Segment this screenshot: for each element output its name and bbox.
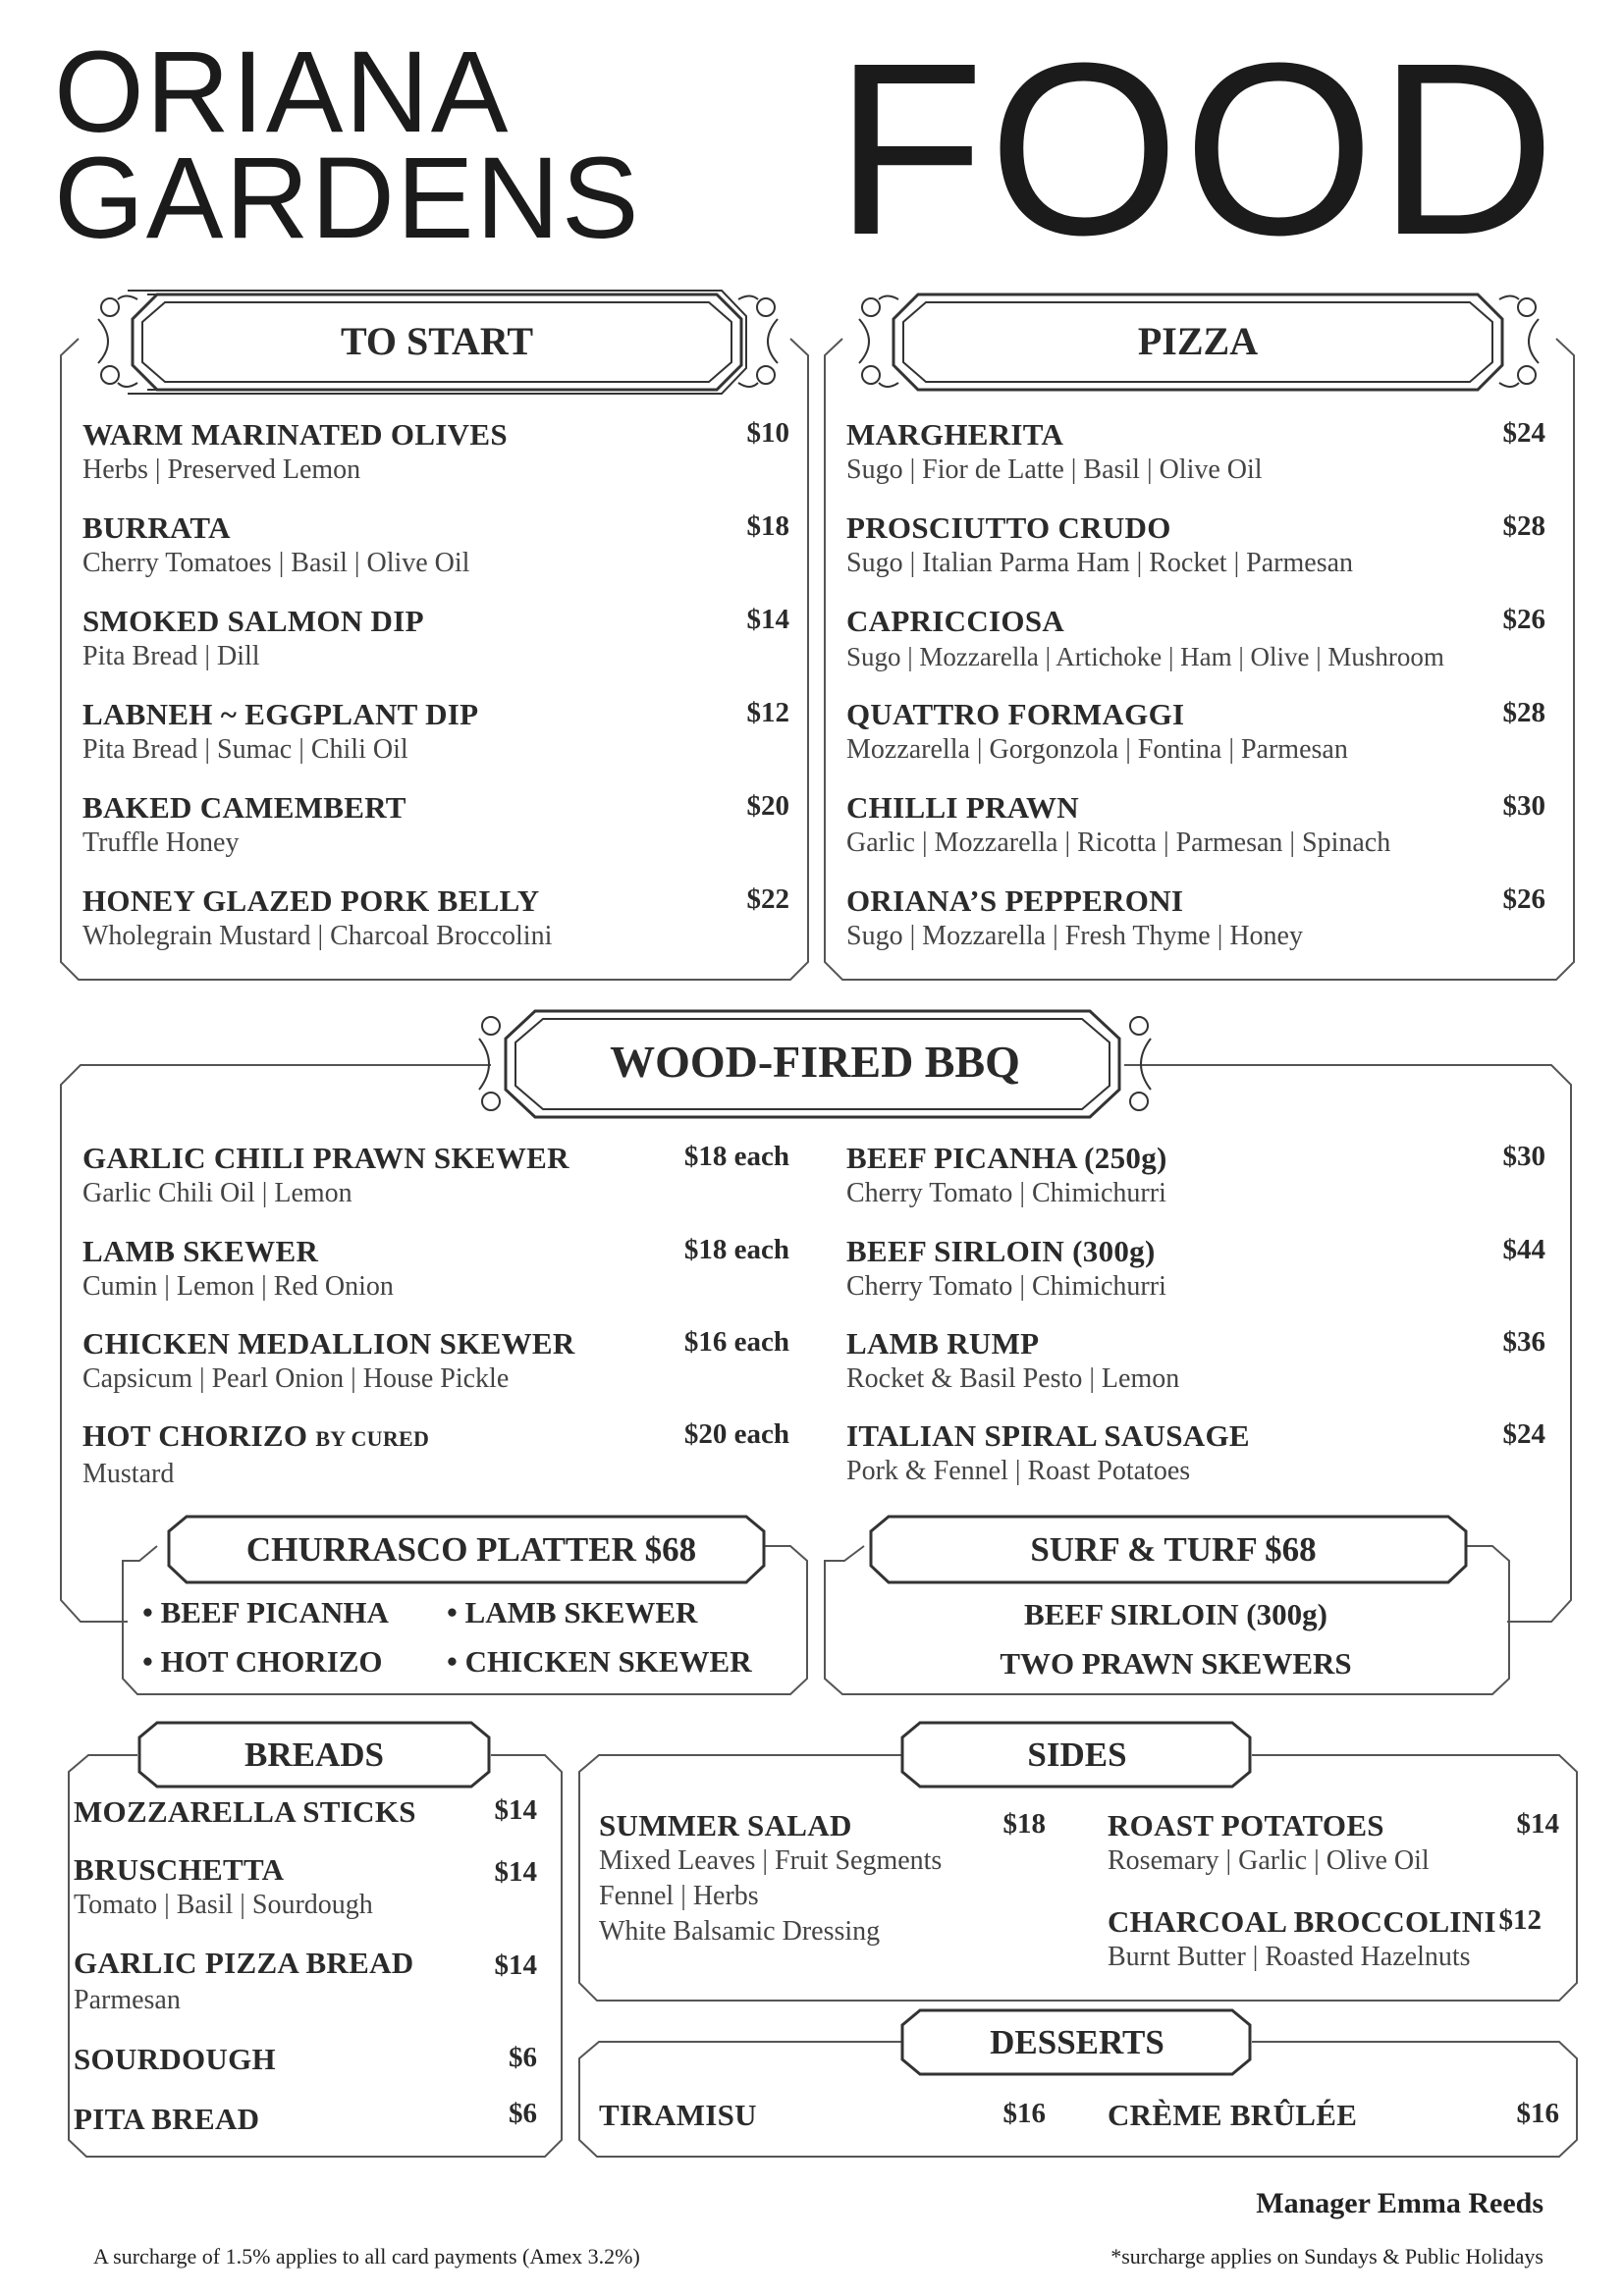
menu-item: CHARCOAL BROCCOLINI Burnt Butter | Roasted Hazelnuts $12 xyxy=(1108,1904,1542,1972)
price: $28 xyxy=(1502,697,1545,728)
menu-item: PROSCIUTTO CRUDO Sugo | Italian Parma Ham | Rocket | Parmesan $28 xyxy=(846,510,1545,578)
menu-item: HOT CHORIZO BY CURED Mustard $20 each xyxy=(82,1418,789,1489)
menu-item: GARLIC PIZZA BREAD Parmesan $14 xyxy=(74,1946,537,2015)
price: $22 xyxy=(746,883,789,915)
price: $12 xyxy=(746,697,789,728)
menu-item: CRÈME BRÛLÉE $16 xyxy=(1108,2098,1559,2132)
price: $14 xyxy=(1516,1808,1559,1840)
price: $24 xyxy=(1502,417,1545,449)
platter-item: TWO PRAWN SKEWERS xyxy=(1000,1646,1352,1681)
holiday-surcharge-note: *surcharge applies on Sundays & Public Holidays xyxy=(1110,2244,1543,2269)
menu-item: QUATTRO FORMAGGI Mozzarella | Gorgonzola | Fontina | Parmesan $28 xyxy=(846,697,1545,765)
platter-item: BEEF SIRLOIN (300g) xyxy=(1024,1597,1327,1631)
menu-item: CAPRICCIOSA Sugo | Mozzarella | Artichoke | Ham | Olive | Mushroom $26 xyxy=(846,604,1545,671)
pizza-title: PIZZA xyxy=(1137,319,1259,363)
platter-item: • CHICKEN SKEWER xyxy=(447,1644,752,1679)
menu-item: HONEY GLAZED PORK BELLY Wholegrain Mustard | Charcoal Broccolini $22 xyxy=(82,883,789,951)
brand-line-1: ORIANA xyxy=(54,27,511,157)
price: $30 xyxy=(1502,1141,1545,1172)
price: $16 each xyxy=(683,1326,789,1358)
menu-item: MOZZARELLA STICKS $14 xyxy=(74,1794,537,1829)
price: $26 xyxy=(1502,883,1545,915)
price: $30 xyxy=(1502,790,1545,822)
menu-item: SUMMER SALAD Mixed Leaves | Fruit Segments Fennel | Herbs White Balsamic Dressing $18 xyxy=(599,1808,1046,1947)
price: $18 xyxy=(1002,1808,1046,1840)
menu-item: TIRAMISU $16 xyxy=(599,2098,1046,2132)
menu-item: LABNEH ~ EGGPLANT DIP Pita Bread | Sumac | Chili Oil $12 xyxy=(82,697,789,765)
menu-item: BURRATA Cherry Tomatoes | Basil | Olive Oil $18 xyxy=(82,510,789,578)
menu-item: BEEF SIRLOIN (300g) Cherry Tomato | Chimichurri $44 xyxy=(846,1234,1545,1302)
price: $14 xyxy=(494,1856,537,1888)
price: $20 each xyxy=(683,1418,789,1450)
menu-item: CHICKEN MEDALLION SKEWER Capsicum | Pearl Onion | House Pickle $16 each xyxy=(82,1326,789,1394)
menu-item: WARM MARINATED OLIVES Herbs | Preserved Lemon $10 xyxy=(82,417,789,485)
desserts-title: DESSERTS xyxy=(990,2023,1164,2061)
price: $6 xyxy=(509,2098,537,2129)
price: $6 xyxy=(509,2042,537,2073)
price: $16 xyxy=(1002,2098,1046,2129)
price: $18 each xyxy=(683,1234,789,1265)
supplier-tag: BY CURED xyxy=(315,1426,430,1451)
food-heading: FOOD xyxy=(835,12,1560,286)
price: $16 xyxy=(1516,2098,1559,2129)
price: $28 xyxy=(1502,510,1545,542)
price: $12 xyxy=(1498,1904,1542,1936)
price: $26 xyxy=(1502,604,1545,635)
price: $14 xyxy=(494,1794,537,1826)
sides-title: SIDES xyxy=(1027,1735,1127,1774)
manager-name: Manager Emma Reeds xyxy=(1256,2187,1543,2219)
menu-item: BAKED CAMEMBERT Truffle Honey $20 xyxy=(82,790,789,858)
platter-item: • LAMB SKEWER xyxy=(447,1595,698,1629)
menu-item: MARGHERITA Sugo | Fior de Latte | Basil | Olive Oil $24 xyxy=(846,417,1545,485)
menu-item: ORIANA’S PEPPERONI Sugo | Mozzarella | Fresh Thyme | Honey $26 xyxy=(846,883,1545,951)
price: $10 xyxy=(746,417,789,449)
brand-line-2: GARDENS xyxy=(54,133,641,263)
platter-item: • BEEF PICANHA xyxy=(142,1595,389,1629)
price: $44 xyxy=(1502,1234,1545,1265)
menu-item: CHILLI PRAWN Garlic | Mozzarella | Ricotta | Parmesan | Spinach $30 xyxy=(846,790,1545,858)
card-surcharge-note: A surcharge of 1.5% applies to all card payments (Amex 3.2%) xyxy=(93,2244,640,2269)
price: $14 xyxy=(494,1949,537,1981)
menu-item: SMOKED SALMON DIP Pita Bread | Dill $14 xyxy=(82,604,789,671)
menu-item: GARLIC CHILI PRAWN SKEWER Garlic Chili Oil | Lemon $18 each xyxy=(82,1141,789,1208)
platter-item: • HOT CHORIZO xyxy=(142,1644,383,1679)
breads-title: BREADS xyxy=(244,1735,384,1774)
churrasco-title: CHURRASCO PLATTER $68 xyxy=(245,1530,697,1569)
menu-item: LAMB SKEWER Cumin | Lemon | Red Onion $18 each xyxy=(82,1234,789,1302)
menu-item: ITALIAN SPIRAL SAUSAGE Pork & Fennel | Roast Potatoes $24 xyxy=(846,1418,1545,1486)
menu-item: ROAST POTATOES Rosemary | Garlic | Olive Oil $14 xyxy=(1108,1808,1559,1876)
menu-item: PITA BREAD $6 xyxy=(74,2098,537,2136)
price: $18 each xyxy=(683,1141,789,1172)
price: $20 xyxy=(746,790,789,822)
bbq-title: WOOD-FIRED BBQ xyxy=(610,1037,1020,1087)
to-start-title: TO START xyxy=(340,319,534,363)
price: $36 xyxy=(1502,1326,1545,1358)
menu-item: BEEF PICANHA (250g) Cherry Tomato | Chimichurri $30 xyxy=(846,1141,1545,1208)
price: $24 xyxy=(1502,1418,1545,1450)
menu-item: LAMB RUMP Rocket & Basil Pesto | Lemon $36 xyxy=(846,1326,1545,1394)
price: $14 xyxy=(746,604,789,635)
menu-item: SOURDOUGH $6 xyxy=(74,2042,537,2076)
menu-item: BRUSCHETTA Tomato | Basil | Sourdough $14 xyxy=(74,1852,537,1920)
price: $18 xyxy=(746,510,789,542)
surf-turf-title: SURF & TURF $68 xyxy=(1030,1530,1317,1569)
